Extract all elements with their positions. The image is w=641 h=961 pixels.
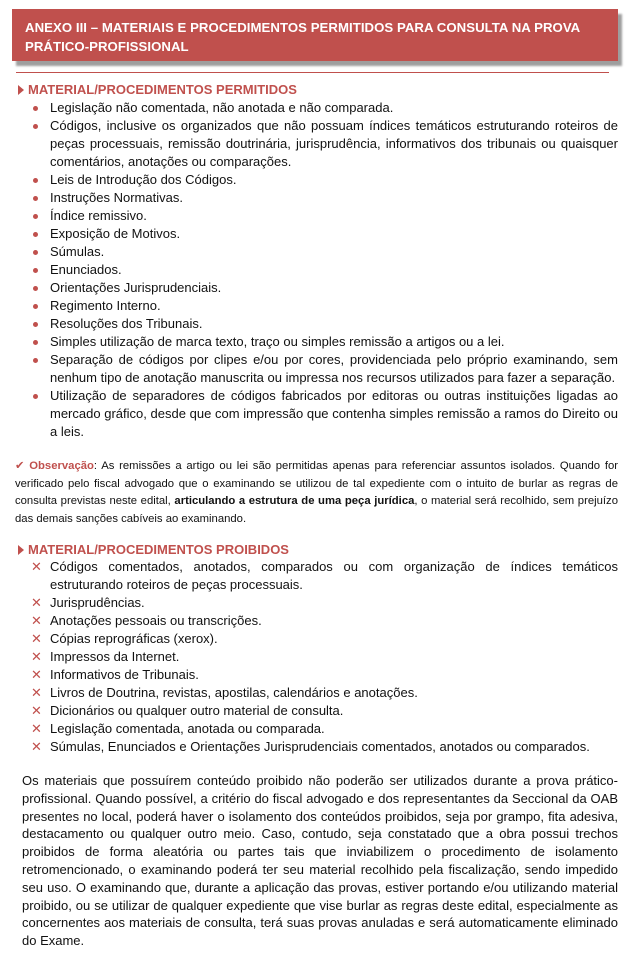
bullet-dot-icon	[33, 106, 38, 111]
triangle-right-icon	[18, 545, 24, 555]
list-item-text: Separação de códigos por clipes e/ou por cores, providenciada pelo próprio examinando, sem nenhum tipo de anotação manuscrita ou impressa nos recursos utilizados para fazer a separação.	[50, 352, 618, 385]
list-item	[50, 297, 618, 315]
annex-title-line-2: PRÁTICO-PROFISSIONAL	[25, 39, 189, 54]
bullet-dot-icon	[33, 304, 38, 309]
bullet-dot-icon	[33, 358, 38, 363]
list-item	[31, 648, 618, 666]
list-item	[50, 171, 618, 189]
list-item	[31, 720, 618, 738]
list-item	[50, 207, 618, 225]
list-item	[50, 243, 618, 261]
list-item-text: Súmulas, Enunciados e Orientações Jurisprudenciais comentados, anotados ou comparados.	[50, 739, 590, 754]
triangle-right-icon	[18, 85, 24, 95]
allowed-items-list	[50, 99, 618, 441]
checkmark-icon: ✔	[15, 460, 25, 472]
observation-bold-text: articulando a estrutura de uma peça jurídica	[174, 495, 415, 507]
list-item	[31, 666, 618, 684]
list-item	[50, 189, 618, 207]
list-item	[31, 558, 618, 594]
x-mark-icon: ✕	[31, 649, 42, 664]
list-item-text: Resoluções dos Tribunais.	[50, 316, 203, 331]
list-item-text: Dicionários ou qualquer outro material de consulta.	[50, 703, 344, 718]
list-item-text: Índice remissivo.	[50, 208, 147, 223]
bullet-dot-icon	[33, 286, 38, 291]
closing-paragraph: Os materiais que possuírem conteúdo proibido não poderão ser utilizados durante a prova prático-profissional. Quando possível, a critério do fiscal advogado e dos representantes da Seccional da OAB presentes no local, poderá haver o isolamento dos conteúdos proibidos, seja por grampo, fita adesiva, destacamento ou qualquer outro meio. Caso, contudo, seja constatado que a obra possui trechos proibidos de forma aleatória ou partes tais que inviabilizem o procedimento de isolamento retromencionado, o examinando poderá ter seu material recolhido pela fiscalização, sendo impedido seu uso. O examinando que, durante a aplicação das provas, estiver portando e/ou utilizando material proibido, ou se utilizar de qualquer expediente que vise burlar as regras deste edital, especialmente as concernentes aos materiais de consulta, terá suas provas anuladas e será automaticamente eliminado do Exame.	[22, 773, 618, 949]
list-item	[50, 225, 618, 243]
allowed-heading-text: MATERIAL/PROCEDIMENTOS PERMITIDOS	[28, 82, 297, 97]
list-item-text: Enunciados.	[50, 262, 122, 277]
list-item-text: Livros de Doutrina, revistas, apostilas, calendários e anotações.	[50, 685, 418, 700]
list-item-text: Regimento Interno.	[50, 298, 161, 313]
list-item-text: Súmulas.	[50, 244, 105, 259]
list-item-text: Legislação comentada, anotada ou comparada.	[50, 721, 325, 736]
bullet-dot-icon	[33, 322, 38, 327]
list-item	[50, 351, 618, 387]
list-item	[50, 315, 618, 333]
bullet-dot-icon	[33, 196, 38, 201]
list-item-text: Impressos da Internet.	[50, 649, 180, 664]
divider-rule	[16, 72, 609, 73]
allowed-section-heading	[18, 81, 297, 98]
bullet-dot-icon	[33, 178, 38, 183]
x-mark-icon: ✕	[31, 631, 42, 646]
list-item-text: Informativos de Tribunais.	[50, 667, 199, 682]
list-item-text: Legislação não comentada, não anotada e não comparada.	[50, 100, 394, 115]
list-item-text: Anotações pessoais ou transcrições.	[50, 613, 262, 628]
list-item-text: Instruções Normativas.	[50, 190, 183, 205]
x-mark-icon: ✕	[31, 721, 42, 736]
list-item-text: Códigos, inclusive os organizados que não possuam índices temáticos estruturando roteiros de peças processuais, remissão doutrinária, jurisprudência, informativos dos tribunais ou quaisquer comentários, anotações ou comparações.	[50, 118, 618, 169]
forbidden-section-heading	[18, 541, 289, 558]
list-item-text: Cópias reprográficas (xerox).	[50, 631, 218, 646]
x-mark-icon: ✕	[31, 667, 42, 682]
bullet-dot-icon	[33, 268, 38, 273]
x-mark-icon: ✕	[31, 613, 42, 628]
bullet-dot-icon	[33, 232, 38, 237]
list-item-text: Códigos comentados, anotados, comparados ou com organização de índices temáticos estruturando roteiros de peças processuais.	[50, 559, 618, 592]
list-item-text: Simples utilização de marca texto, traço ou simples remissão a artigos ou a lei.	[50, 334, 505, 349]
annex-title-line-1: ANEXO III – MATERIAIS E PROCEDIMENTOS PERMITIDOS PARA CONSULTA NA PROVA	[25, 20, 581, 35]
forbidden-heading-text: MATERIAL/PROCEDIMENTOS PROIBIDOS	[28, 542, 289, 557]
list-item-text: Jurisprudências.	[50, 595, 145, 610]
x-mark-icon: ✕	[31, 739, 42, 754]
x-mark-icon: ✕	[31, 703, 42, 718]
x-mark-icon: ✕	[31, 685, 42, 700]
list-item	[31, 594, 618, 612]
bullet-dot-icon	[33, 340, 38, 345]
annex-title-banner	[12, 9, 618, 61]
list-item	[50, 333, 618, 351]
forbidden-items-list	[31, 558, 618, 756]
x-mark-icon: ✕	[31, 595, 42, 610]
list-item	[50, 261, 618, 279]
list-item	[31, 612, 618, 630]
observation-text-before: : As remissões a artigo ou lei são permitidas apenas para referenciar assuntos isolados. Quando for verificado pelo fiscal advogado que o examinando se utilizou de tal expediente com o intuito de burlar as regras de consulta previstas neste edital,	[15, 460, 619, 507]
list-item	[31, 630, 618, 648]
list-item	[31, 738, 618, 756]
list-item	[31, 684, 618, 702]
bullet-dot-icon	[33, 214, 38, 219]
bullet-dot-icon	[33, 124, 38, 129]
list-item	[50, 387, 618, 441]
bullet-dot-icon	[33, 394, 38, 399]
list-item	[31, 702, 618, 720]
observation-label: Observação	[29, 460, 94, 472]
list-item-text: Exposição de Motivos.	[50, 226, 181, 241]
list-item	[50, 279, 618, 297]
x-mark-icon: ✕	[31, 559, 42, 574]
list-item	[50, 117, 618, 171]
observation-note	[15, 458, 618, 528]
list-item-text: Orientações Jurisprudenciais.	[50, 280, 222, 295]
observation-text-after: , o material será recolhido, sem prejuízo das demais sanções cabíveis ao examinando.	[15, 495, 618, 525]
list-item-text: Leis de Introdução dos Códigos.	[50, 172, 237, 187]
list-item-text: Utilização de separadores de códigos fabricados por editoras ou outras instituições ligadas ao mercado gráfico, desde que com impressão que contenha simples remissão a ramos do Direito ou a leis.	[50, 388, 618, 439]
list-item	[50, 99, 618, 117]
bullet-dot-icon	[33, 250, 38, 255]
